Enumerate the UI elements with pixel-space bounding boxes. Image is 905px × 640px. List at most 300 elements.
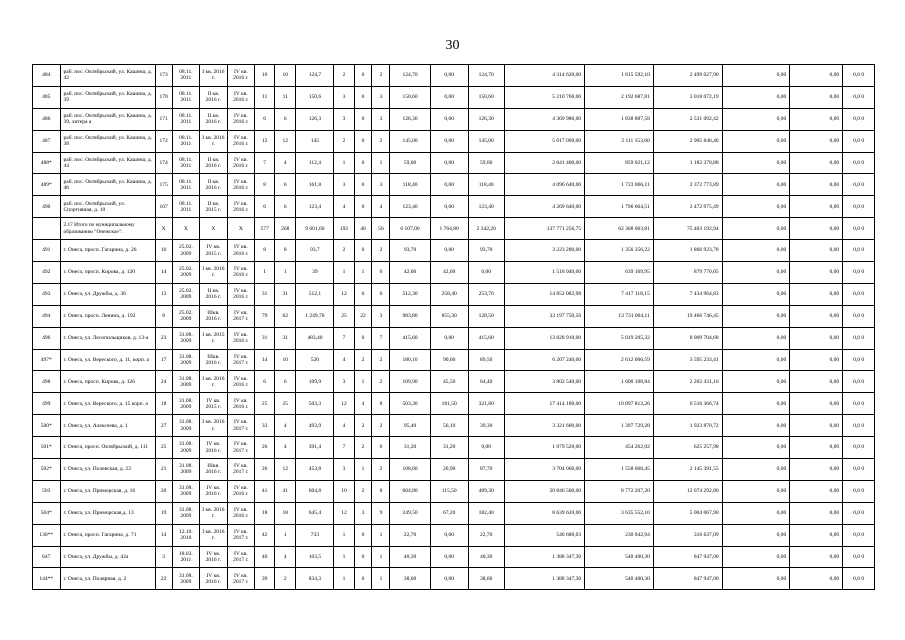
cell-address: г. Онега, ул. Лесопильщиков, д. 13-а [60, 327, 155, 349]
cell-regional-budget: 847 947,00 [653, 568, 722, 590]
cell-area-total: 109,90 [390, 371, 430, 393]
cell-fund-share: 3 635 552,10 [585, 502, 654, 524]
cell-rooms-total: 12 [334, 283, 354, 305]
cell-local-budget: 0,00 [722, 327, 790, 349]
cell-area-municipal: 126,30 [468, 108, 504, 130]
cell-extra-funds: 0,0 0 [843, 108, 875, 130]
cell-residents-total: 12 [255, 130, 275, 152]
cell-residents-relocated: 4 [275, 546, 296, 568]
cell-residents-relocated: 268 [275, 218, 296, 240]
cell-regional-budget: 6 516 366,74 [653, 393, 722, 415]
cell-completion-date: IV кв. 2017 г. [227, 305, 255, 327]
cell-completion-date: IV кв. 2016 г. [227, 240, 255, 262]
cell-planned-date: I кв. 2016 г. [200, 371, 228, 393]
cell-list-number: 20 [155, 480, 172, 502]
table-row [33, 393, 875, 415]
cell-house-area: 391,4 [296, 437, 334, 459]
cell-address: раб. пос. Октябрьский, ул. Кашина, д. 39, литера а [60, 108, 155, 130]
cell-recognition-date: 31.08. 2009 [172, 437, 200, 459]
cell-planned-date: I кв. 2016 г. [200, 415, 228, 437]
cell-planned-date: II кв. 2016 г. [200, 108, 228, 130]
cell-rooms-private: 0 [354, 327, 372, 349]
cell-cost-total: 4 369 980,00 [504, 108, 584, 130]
table-row [33, 524, 875, 546]
cell-fund-share: 7 417 118,15 [585, 283, 654, 305]
cell-house-area: 493,9 [296, 415, 334, 437]
cell-extra-funds: 0,0 0 [843, 568, 875, 590]
cell-fund-share: 13 731 004,11 [585, 305, 654, 327]
cell-cost-total: 1 079 520,00 [504, 437, 584, 459]
cell-residents-total: 1 [255, 262, 275, 284]
cell-recognition-date: 31.08. 2009 [172, 415, 200, 437]
cell-extra-funds: 0,0 0 [843, 415, 875, 437]
cell-planned-date: II кв. 2016 г. [200, 283, 228, 305]
cell-extra-funds: 0,0 0 [843, 502, 875, 524]
cell-rooms-municipal: 1 [372, 524, 390, 546]
cell-other-sources: 0,00 [790, 546, 843, 568]
cell-extra-funds: 0,0 0 [843, 65, 875, 87]
cell-recognition-date: 08.11. 2011 [172, 196, 200, 218]
cell-other-sources: 0,00 [790, 415, 843, 437]
cell-area-total: 22,70 [390, 524, 430, 546]
cell-planned-date: IIIкв. 2016 г. [200, 349, 228, 371]
cell-extra-funds: 0,0 0 [843, 546, 875, 568]
table-row [33, 262, 875, 284]
cell-area-total: 95,40 [390, 415, 430, 437]
cell-regional-budget: 847 947,00 [653, 546, 722, 568]
cell-row-number: 503 [33, 480, 61, 502]
cell-cost-total: 4 096 640,00 [504, 174, 584, 196]
cell-local-budget: 0,00 [722, 524, 790, 546]
cell-fund-share: 454 262,02 [585, 437, 654, 459]
cell-regional-budget: 3 018 072,19 [653, 86, 722, 108]
cell-extra-funds: 0,0 0 [843, 393, 875, 415]
cell-local-budget: 0,00 [722, 174, 790, 196]
cell-house-area: 93,7 [296, 240, 334, 262]
cell-local-budget: 0,00 [722, 262, 790, 284]
cell-address: раб. пос. Октябрьский, ул. Кашина, д. 39 [60, 86, 155, 108]
cell-cost-total: 1 388 347,30 [504, 568, 584, 590]
cell-other-sources: 0,00 [790, 65, 843, 87]
cell-address: раб. пос. Октябрьский, ул. Спортивная, д. 10 [60, 196, 155, 218]
cell-row-number: 493 [33, 283, 61, 305]
cell-row-number: 499 [33, 393, 61, 415]
cell-area-municipal: 489,30 [468, 480, 504, 502]
cell-recognition-date: 25.02. 2009 [172, 283, 200, 305]
cell-fund-share: 2 192 687,81 [585, 86, 654, 108]
table-row [33, 459, 875, 481]
cell-other-sources: 0,00 [790, 371, 843, 393]
table-row [33, 546, 875, 568]
cell-residents-total: 25 [255, 393, 275, 415]
cell-planned-date: II кв. 2016 г. [200, 152, 228, 174]
cell-rooms-total: 4 [334, 415, 354, 437]
page-number: 30 [445, 38, 460, 53]
cell-area-municipal: 0,00 [468, 437, 504, 459]
cell-cost-total: 6 207 240,00 [504, 349, 584, 371]
cell-area-municipal: 38,60 [468, 568, 504, 590]
cell-planned-date: I кв. 2016 г. [200, 502, 228, 524]
cell-residents-relocated: 25 [275, 393, 296, 415]
cell-row-number: 647 [33, 546, 61, 568]
cell-rooms-total: 1 [334, 152, 354, 174]
cell-planned-date: X [200, 218, 228, 240]
cell-rooms-municipal: 3 [372, 305, 390, 327]
cell-other-sources: 0,00 [790, 262, 843, 284]
cell-rooms-municipal: 0 [372, 437, 390, 459]
cell-area-total: 249,50 [390, 502, 430, 524]
cell-planned-date: I кв. 2016 г. [200, 524, 228, 546]
cell-planned-date: II кв. 2016 г. [200, 174, 228, 196]
cell-fund-share: 62 368 063,81 [585, 218, 654, 240]
cell-address: г. Онега, просп. Гагарина, д. 26 [60, 240, 155, 262]
table-row [33, 480, 875, 502]
cell-extra-funds: 0,0 0 [843, 371, 875, 393]
cell-area-private: 45,50 [430, 371, 468, 393]
cell-address: г. Онега, ул. Приморская, д. 16 [60, 480, 155, 502]
cell-residents-relocated: 12 [275, 130, 296, 152]
cell-residents-relocated: 62 [275, 305, 296, 327]
cell-row-number: 491 [33, 240, 61, 262]
cell-house-area: 126,3 [296, 108, 334, 130]
cell-rooms-municipal: 1 [372, 546, 390, 568]
cell-area-municipal: 415,60 [468, 327, 504, 349]
cell-completion-date: IV кв. 2017 г. [227, 437, 255, 459]
cell-area-private: 0,00 [430, 568, 468, 590]
cell-cost-total: 546 680,03 [504, 524, 584, 546]
subtotal-row [33, 218, 875, 240]
cell-address: г. Онега, просп. Гагарина, д. 71 [60, 524, 155, 546]
cell-rooms-municipal: 4 [372, 196, 390, 218]
cell-local-budget: 0,00 [722, 502, 790, 524]
cell-completion-date: IV кв. 2017 г. [227, 524, 255, 546]
cell-rooms-total: 3 [334, 371, 354, 393]
cell-planned-date: IV кв. 2015 г. [200, 240, 228, 262]
cell-list-number: 24 [155, 371, 172, 393]
cell-recognition-date: 08.11. 2011 [172, 86, 200, 108]
cell-residents-relocated: 31 [275, 327, 296, 349]
cell-recognition-date: 31.08. 2009 [172, 568, 200, 590]
cell-area-municipal: 145,00 [468, 130, 504, 152]
cell-fund-share: 639 169,95 [585, 262, 654, 284]
cell-extra-funds: 0,0 0 [843, 305, 875, 327]
cell-regional-budget: 879 770,05 [653, 262, 722, 284]
cell-residents-relocated: 6 [275, 196, 296, 218]
cell-rooms-total: 1 [334, 524, 354, 546]
cell-area-private: 181,50 [430, 393, 468, 415]
cell-area-municipal: 89,50 [468, 349, 504, 371]
cell-area-private: 0,00 [430, 524, 468, 546]
cell-list-number: 17 [155, 349, 172, 371]
cell-area-total: 118,40 [390, 174, 430, 196]
cell-residents-total: 40 [255, 546, 275, 568]
cell-completion-date: IV кв. 2016 г. [227, 86, 255, 108]
cell-residents-relocated: 6 [275, 108, 296, 130]
cell-rooms-private: 2 [354, 349, 372, 371]
cell-local-budget: 0,00 [722, 305, 790, 327]
cell-area-municipal: 0,00 [468, 262, 504, 284]
cell-regional-budget: 2 499 027,90 [653, 65, 722, 87]
cell-rooms-municipal: 2 [372, 371, 390, 393]
cell-area-total: 59,00 [390, 152, 430, 174]
cell-recognition-date: 18.03. 2011 [172, 546, 200, 568]
cell-regional-budget: 625 257,98 [653, 437, 722, 459]
cell-extra-funds: 0,0 0 [843, 86, 875, 108]
cell-area-municipal: 2 342,20 [468, 218, 504, 240]
cell-area-total: 38,60 [390, 568, 430, 590]
cell-house-area: 1 249,70 [296, 305, 334, 327]
cell-local-budget: 0,00 [722, 480, 790, 502]
cell-rooms-municipal: 0 [372, 262, 390, 284]
cell-regional-budget: 75 403 192,94 [653, 218, 722, 240]
cell-local-budget: 0,00 [722, 152, 790, 174]
cell-area-private: 56,10 [430, 415, 468, 437]
cell-local-budget: 0,00 [722, 568, 790, 590]
cell-local-budget: 0,00 [722, 546, 790, 568]
cell-area-private: 115,50 [430, 480, 468, 502]
cell-rooms-total: 7 [334, 437, 354, 459]
cell-area-private: 0,00 [430, 196, 468, 218]
cell-residents-relocated: 10 [275, 65, 296, 87]
cell-address: раб. пос. Октябрьский, ул. Кашина, д. 42 [60, 65, 155, 87]
cell-planned-date: IV кв. 2016 г. [200, 568, 228, 590]
cell-residents-relocated: 4 [275, 152, 296, 174]
cell-completion-date: IV кв. 2017 г. [227, 459, 255, 481]
cell-area-total: 415,60 [390, 327, 430, 349]
cell-area-private: 0,00 [430, 130, 468, 152]
cell-row-number [33, 218, 61, 240]
cell-fund-share: 540 400,30 [585, 568, 654, 590]
cell-area-total: 126,30 [390, 108, 430, 130]
cell-regional-budget: 2 202 431,16 [653, 371, 722, 393]
cell-regional-budget: 2 531 092,42 [653, 108, 722, 130]
cell-list-number: 10 [155, 240, 172, 262]
cell-house-area: 520 [296, 349, 334, 371]
cell-residents-relocated: 6 [275, 371, 296, 393]
cell-recognition-date: 31.08. 2009 [172, 502, 200, 524]
cell-cost-total: 3 802 540,00 [504, 371, 584, 393]
cell-rooms-municipal: 8 [372, 480, 390, 502]
cell-completion-date: IV кв. 2016 г. [227, 327, 255, 349]
cell-rooms-private: 2 [354, 415, 372, 437]
cell-area-total: 512,30 [390, 283, 430, 305]
cell-rooms-total: 3 [334, 86, 354, 108]
cell-row-number: 144** [33, 568, 61, 590]
cell-area-total: 123,40 [390, 196, 430, 218]
cell-other-sources: 0,00 [790, 502, 843, 524]
cell-local-budget: 0,00 [722, 196, 790, 218]
cell-residents-relocated: 10 [275, 349, 296, 371]
cell-cost-total: 17 414 180,00 [504, 393, 584, 415]
cell-area-total: 150,60 [390, 86, 430, 108]
cell-regional-budget: 1 923 870,72 [653, 415, 722, 437]
cell-other-sources: 0,00 [790, 174, 843, 196]
cell-local-budget: 0,00 [722, 86, 790, 108]
cell-address: г. Онега, просп. Ленина, д. 192 [60, 305, 155, 327]
cell-rooms-private: 0 [354, 86, 372, 108]
cell-row-number: 489* [33, 174, 61, 196]
cell-rooms-total: 3 [334, 459, 354, 481]
cell-other-sources: 0,00 [790, 349, 843, 371]
cell-row-number: 497* [33, 349, 61, 371]
cell-rooms-private: 1 [354, 459, 372, 481]
cell-fund-share: 859 021,12 [585, 152, 654, 174]
cell-list-number: 8 [155, 305, 172, 327]
cell-cost-total: 1 388 347,30 [504, 546, 584, 568]
cell-house-area: 733 [296, 524, 334, 546]
cell-residents-relocated: 6 [275, 174, 296, 196]
cell-recognition-date: 31.08. 2009 [172, 459, 200, 481]
table-row [33, 240, 875, 262]
cell-extra-funds: 0,0 0 [843, 283, 875, 305]
cell-local-budget: 0,00 [722, 218, 790, 240]
cell-fund-share: 1 600 108,84 [585, 371, 654, 393]
cell-rooms-total: 2 [334, 130, 354, 152]
cell-residents-total: 10 [255, 65, 275, 87]
cell-area-private: 67,20 [430, 502, 468, 524]
cell-residents-relocated: 8 [275, 240, 296, 262]
cell-residents-total: 8 [255, 240, 275, 262]
cell-other-sources: 0,00 [790, 327, 843, 349]
cell-rooms-private: 2 [354, 480, 372, 502]
cell-extra-funds: 0,0 0 [843, 174, 875, 196]
cell-recognition-date: 31.08. 2009 [172, 480, 200, 502]
cell-completion-date: IV кв. 2017 г. [227, 349, 255, 371]
cell-rooms-total: 192 [334, 218, 354, 240]
cell-area-private: 31,20 [430, 437, 468, 459]
cell-local-budget: 0,00 [722, 415, 790, 437]
cell-area-private: 42,60 [430, 262, 468, 284]
cell-row-number: 130** [33, 524, 61, 546]
cell-rooms-total: 3 [334, 108, 354, 130]
cell-extra-funds: 0,0 0 [843, 437, 875, 459]
cell-residents-total: 577 [255, 218, 275, 240]
cell-local-budget: 0,00 [722, 437, 790, 459]
cell-completion-date: IV кв. 2016 г. [227, 283, 255, 305]
cell-house-area: 103,5 [296, 546, 334, 568]
cell-row-number: 502* [33, 459, 61, 481]
cell-recognition-date: 31.08. 2009 [172, 371, 200, 393]
cell-row-number: 484 [33, 65, 61, 87]
cell-residents-total: 6 [255, 371, 275, 393]
cell-recognition-date: 31.08. 2009 [172, 349, 200, 371]
cell-extra-funds: 0,0 0 [843, 459, 875, 481]
cell-fund-share: 10 897 813,26 [585, 393, 654, 415]
cell-completion-date: IV кв. 2016 г. [227, 393, 255, 415]
cell-area-private: 0,00 [430, 327, 468, 349]
cell-rooms-total: 12 [334, 393, 354, 415]
cell-local-budget: 0,00 [722, 108, 790, 130]
cell-area-private: 1 764,80 [430, 218, 468, 240]
table-row [33, 415, 875, 437]
cell-local-budget: 0,00 [722, 240, 790, 262]
cell-planned-date: I кв. 2015 г. [200, 327, 228, 349]
cell-rooms-municipal: 7 [372, 327, 390, 349]
cell-completion-date: IV кв. 2016 г. [227, 196, 255, 218]
cell-address: 2.17 Итого по муниципальному образованию "Онежское": [60, 218, 155, 240]
cell-residents-total: 42 [255, 524, 275, 546]
cell-area-total: 42,60 [390, 262, 430, 284]
cell-list-number: 167 [155, 196, 172, 218]
cell-other-sources: 0,00 [790, 480, 843, 502]
cell-list-number: 21 [155, 459, 172, 481]
cell-area-total: 40,30 [390, 546, 430, 568]
cell-area-private: 0,00 [430, 65, 468, 87]
cell-other-sources: 0,00 [790, 152, 843, 174]
cell-rooms-private: 1 [354, 371, 372, 393]
cell-residents-relocated: 4 [275, 437, 296, 459]
cell-area-private: 0,00 [430, 240, 468, 262]
cell-rooms-private: 0 [354, 108, 372, 130]
cell-rooms-municipal: 9 [372, 502, 390, 524]
cell-house-area: 145 [296, 130, 334, 152]
cell-rooms-private: 22 [354, 305, 372, 327]
cell-rooms-municipal: 1 [372, 568, 390, 590]
cell-rooms-municipal: 2 [372, 240, 390, 262]
cell-planned-date: I кв. 2016 г. [200, 262, 228, 284]
cell-row-number: 500* [33, 415, 61, 437]
cell-cost-total: 137 771 256,75 [504, 218, 584, 240]
cell-completion-date: IV кв. 2017 г. [227, 568, 255, 590]
cell-rooms-municipal: 6 [372, 283, 390, 305]
cell-recognition-date: 08.11. 2011 [172, 152, 200, 174]
cell-address: г. Онега, ул. Дружбы, д. 42а [60, 546, 155, 568]
cell-rooms-private: 6 [354, 283, 372, 305]
table-row [33, 152, 875, 174]
cell-rooms-municipal: 3 [372, 108, 390, 130]
cell-area-municipal: 59,00 [468, 152, 504, 174]
cell-recognition-date: 25.02. 2009 [172, 240, 200, 262]
table-row [33, 86, 875, 108]
cell-rooms-municipal: 2 [372, 130, 390, 152]
table-row [33, 371, 875, 393]
cell-address: раб. пос. Октябрьский, ул. Кашина, д. 38 [60, 130, 155, 152]
cell-cost-total: 5 210 760,00 [504, 86, 584, 108]
cell-residents-total: 8 [255, 174, 275, 196]
cell-fund-share: 1 815 592,10 [585, 65, 654, 87]
cell-residents-relocated: 41 [275, 480, 296, 502]
cell-house-area: 39 [296, 262, 334, 284]
cell-planned-date: II кв. 2016 г. [200, 86, 228, 108]
cell-regional-budget: 316 637,09 [653, 524, 722, 546]
cell-planned-date: IV кв. 2016 г. [200, 437, 228, 459]
cell-list-number: 27 [155, 415, 172, 437]
cell-rooms-total: 4 [334, 196, 354, 218]
cell-area-municipal: 253,70 [468, 283, 504, 305]
cell-rooms-municipal: 3 [372, 174, 390, 196]
cell-regional-budget: 7 434 964,83 [653, 283, 722, 305]
cell-row-number: 494 [33, 305, 61, 327]
cell-area-municipal: 182,40 [468, 502, 504, 524]
cell-cost-total: 5 017 000,00 [504, 130, 584, 152]
cell-regional-budget: 2 905 846,40 [653, 130, 722, 152]
cell-residents-total: 11 [255, 86, 275, 108]
cell-extra-funds: 0,0 0 [843, 262, 875, 284]
cell-completion-date: X [227, 218, 255, 240]
cell-residents-total: 41 [255, 480, 275, 502]
cell-recognition-date: 31.08. 2009 [172, 327, 200, 349]
cell-area-private: 0,00 [430, 152, 468, 174]
cell-planned-date: II кв. 2015 г. [200, 196, 228, 218]
cell-residents-total: 39 [255, 568, 275, 590]
cell-local-budget: 0,00 [722, 130, 790, 152]
cell-residents-total: 18 [255, 502, 275, 524]
cell-area-private: 258,40 [430, 283, 468, 305]
cell-row-number: 487 [33, 130, 61, 152]
cell-residents-total: 26 [255, 459, 275, 481]
cell-fund-share: 230 042,94 [585, 524, 654, 546]
cell-area-municipal: 150,60 [468, 86, 504, 108]
